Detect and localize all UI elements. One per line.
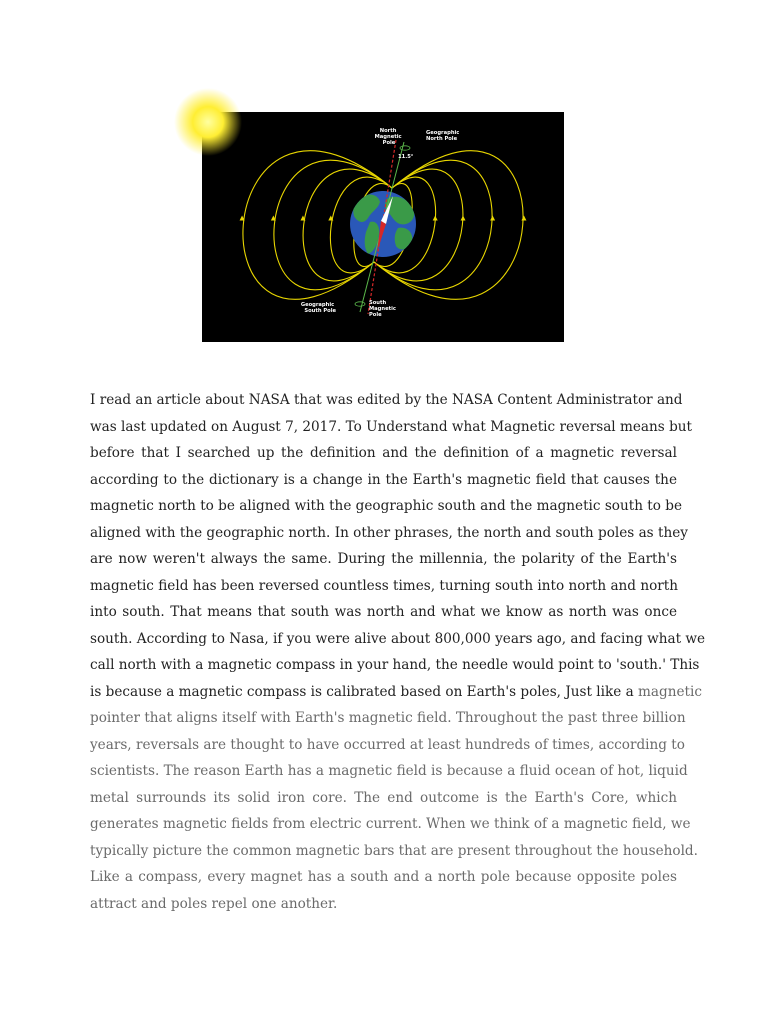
article-text-faded: Like a compass, every magnet has a south and a north pole because opposite poles xyxy=(90,869,677,885)
north-magnetic-pole-label: North Magnetic Pole xyxy=(374,128,402,146)
field-arrow-icon xyxy=(461,216,466,221)
field-arrow-icon xyxy=(490,216,495,221)
article-line xyxy=(90,387,683,414)
article-text-faded: metal surrounds its solid iron core. The end outcome is the Earth's Core, which xyxy=(90,789,677,806)
article-line xyxy=(90,599,677,626)
article-text: magnetic field has been reversed countless times, turning south into north and north xyxy=(90,577,678,594)
south-rotation-arrow-icon xyxy=(355,302,365,306)
article-text-faded: magnetic xyxy=(638,683,702,700)
article-text: was last updated on August 7, 2017. To Understand what Magnetic reversal means but xyxy=(90,418,692,435)
magnetic-field-diagram xyxy=(202,112,564,342)
article-text-faded: pointer that aligns itself with Earth's magnetic field. Throughout the past three billion xyxy=(90,710,686,726)
article-body xyxy=(90,387,706,917)
article-text: according to the dictionary is a change in the Earth's magnetic field that causes the xyxy=(90,471,677,488)
article-line xyxy=(90,652,700,679)
article-text-faded: generates magnetic fields from electric current. When we think of a magnetic field, we xyxy=(90,816,691,832)
article-text: I read an article about NASA that was edited by the NASA Content Administrator and xyxy=(90,392,683,408)
article-line xyxy=(90,440,677,467)
article-text: is because a magnetic compass is calibrated based on Earth's poles, Just like a xyxy=(90,683,639,700)
south-magnetic-pole-label: South Magnetic Pole xyxy=(369,300,396,318)
article-line xyxy=(90,546,677,573)
article-text: magnetic north to be aligned with the geographic south and the magnetic south to be xyxy=(90,498,682,514)
article-line xyxy=(90,626,706,653)
article-line xyxy=(90,891,677,918)
tilt-angle-label: 11.5° xyxy=(398,154,414,160)
article-text-faded: years, reversals are thought to have occurred at least hundreds of times, according to xyxy=(90,736,685,753)
article-text-faded: typically picture the common magnetic bars that are present throughout the household. xyxy=(90,842,698,859)
magnetic-field-illustration xyxy=(202,112,564,342)
article-line xyxy=(90,758,688,785)
article-line xyxy=(90,785,677,812)
article-line xyxy=(90,520,688,547)
article-text: before that I searched up the definition and the definition of a magnetic reversal xyxy=(90,445,677,461)
geographic-south-pole-label: Geographic South Pole xyxy=(300,302,336,314)
article-text-faded: scientists. The reason Earth has a magnetic field is because a fluid ocean of hot, liquid xyxy=(90,763,688,779)
article-line xyxy=(90,414,692,441)
article-line xyxy=(90,493,682,520)
article-line xyxy=(90,732,685,759)
field-arrow-icon xyxy=(433,216,438,221)
article-line xyxy=(90,679,702,706)
geographic-north-pole-label: Geographic North Pole xyxy=(426,130,460,142)
article-line xyxy=(90,705,686,732)
article-text: aligned with the geographic north. In other phrases, the north and south poles as they xyxy=(90,524,688,541)
north-rotation-arrow-icon xyxy=(400,146,410,150)
article-line xyxy=(90,838,698,865)
article-text: call north with a magnetic compass in your hand, the needle would point to 'south.' This xyxy=(90,657,700,673)
field-arrow-icon xyxy=(521,216,526,221)
article-line xyxy=(90,573,677,600)
article-line xyxy=(90,811,691,838)
article-text: are now weren't always the same. During the millennia, the polarity of the Earth's xyxy=(90,551,677,567)
article-text-faded: attract and poles repel one another. xyxy=(90,895,338,912)
article-line xyxy=(90,467,677,494)
sun-icon xyxy=(174,88,242,156)
article-text: south. According to Nasa, if you were alive about 800,000 years ago, and facing what we xyxy=(90,630,706,647)
article-line xyxy=(90,864,677,891)
article-text: into south. That means that south was north and what we know as north was once xyxy=(90,604,677,620)
